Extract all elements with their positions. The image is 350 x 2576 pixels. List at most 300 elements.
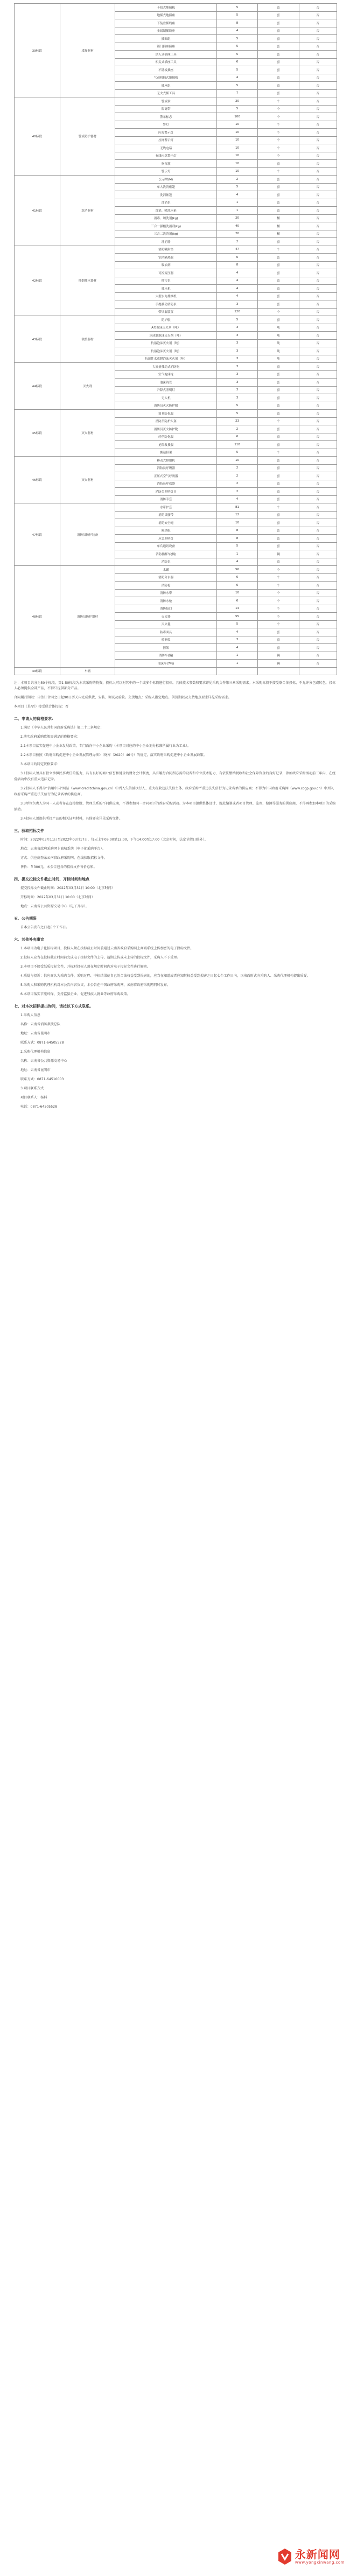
unit-cell: 套: [258, 480, 299, 488]
item-name-cell: 消防接口: [115, 605, 216, 613]
item-name-cell: 洗消器: [115, 238, 216, 246]
quantity-cell: 10: [216, 457, 257, 465]
imported-cell: 否: [299, 464, 337, 472]
site-logo: [276, 2543, 346, 2571]
quantity-cell: 40: [216, 222, 257, 230]
section-heading: 七、对本次招标提出询问，请按以下方式联系。: [14, 1004, 93, 1009]
section-paragraph: 提交投标文件截止时间：2022年03月31日 10:00（北京时间）: [20, 886, 115, 890]
imported-cell: 否: [299, 441, 337, 449]
item-name-cell: 隔离带: [115, 105, 216, 113]
quantity-cell: 6: [216, 58, 257, 66]
package-cell: 47标段: [15, 503, 60, 566]
category-cell: 灭火剂: [60, 363, 115, 410]
item-name-cell: 警示灯: [115, 167, 216, 176]
imported-cell: 否: [299, 410, 337, 418]
item-name-cell: 无火式插工具: [115, 89, 216, 97]
unit-cell: 套: [258, 370, 299, 379]
package-cell: 44标段: [15, 363, 60, 410]
unit-cell: 套: [258, 488, 299, 496]
item-name-cell: 消防水带: [115, 589, 216, 597]
quantity-cell: 5: [216, 620, 257, 628]
imported-cell: 否: [299, 582, 337, 590]
unit-cell: 桶: [258, 214, 299, 222]
section-body: [14, 725, 337, 822]
package-cell: 39标段: [15, 4, 60, 97]
item-name-cell: 泡沫钩管: [115, 379, 216, 387]
quantity-cell: 5: [216, 51, 257, 59]
unit-cell: 套: [258, 66, 299, 74]
section-paragraph: 5.采购人和采购代理机构对本公告内容负责，本公告在中国政府采购网、云南省政府采购网同时发布。: [20, 983, 171, 987]
item-name-cell: 消防员照明灯具: [115, 488, 216, 496]
item-name-cell: 警戒锥: [115, 97, 216, 106]
imported-cell: 否: [299, 660, 337, 668]
imported-cell: 否: [299, 82, 337, 90]
item-name-cell: 单兵通讯设备: [115, 542, 216, 550]
imported-cell: 否: [299, 628, 337, 636]
quantity-cell: 3: [216, 386, 257, 394]
unit-cell: 套: [258, 535, 299, 543]
unit-cell: 套: [258, 160, 299, 168]
unit-cell: 套: [258, 558, 299, 566]
quantity-cell: 6: [216, 597, 257, 605]
section-heading: 四、提交投标文件截止时间、开标时间和地点: [14, 877, 89, 881]
quantity-cell: 55: [216, 613, 257, 621]
item-name-cell: 防护服: [115, 316, 216, 324]
quantity-cell: 10: [216, 160, 257, 168]
unit-cell: 套: [258, 35, 299, 43]
imported-cell: 否: [299, 597, 337, 605]
item-name-cell: 消防员呼吸器: [115, 464, 216, 472]
imported-cell: 否: [299, 402, 337, 410]
unit-cell: 套: [258, 74, 299, 82]
quantity-cell: 8: [216, 261, 257, 269]
imported-cell: 否: [299, 566, 337, 574]
quantity-cell: 20: [216, 214, 257, 222]
quantity-cell: 5: [216, 11, 257, 19]
quantity-cell: 47: [216, 246, 257, 254]
item-name-cell: 消防手套: [115, 495, 216, 503]
imported-cell: 否: [299, 363, 337, 371]
unit-cell: 辆: [258, 652, 299, 660]
quantity-cell: 5: [216, 316, 257, 324]
section-paragraph: 2.采购代理机构信息: [20, 1050, 51, 1054]
quantity-cell: 56: [216, 566, 257, 574]
item-name-cell: 公示牌(M): [115, 176, 216, 184]
category-cell: 消防员防护器材: [60, 566, 115, 668]
category-cell: 救援器材: [60, 316, 115, 363]
quantity-cell: 2: [216, 425, 257, 433]
unit-cell: 桶: [258, 222, 299, 230]
quantity-cell: 2: [216, 238, 257, 246]
quantity-cell: 5: [216, 183, 257, 191]
quantity-cell: 3: [216, 332, 257, 340]
unit-cell: 套: [258, 394, 299, 402]
item-name-cell: 不锈板插座: [115, 66, 216, 74]
imported-cell: 否: [299, 605, 337, 613]
unit-cell: 套: [258, 495, 299, 503]
quantity-cell: 3: [216, 394, 257, 402]
unit-cell: 吨: [258, 355, 299, 363]
section-paragraph: 2.落实政府采购政策需满足的资格要求：: [20, 735, 81, 739]
item-name-cell: 拉网警示灯: [115, 136, 216, 144]
unit-cell: 套: [258, 410, 299, 418]
unit-cell: 个: [258, 597, 299, 605]
imported-cell: 否: [299, 332, 337, 340]
quantity-cell: 20: [216, 230, 257, 238]
unit-cell: 吨: [258, 347, 299, 355]
item-name-cell: 水带护套: [115, 503, 216, 512]
quantity-cell: 4: [216, 628, 257, 636]
item-name-cell: 三合二洗消剂(kg): [115, 230, 216, 238]
quantity-cell: 1: [216, 660, 257, 668]
imported-cell: 否: [299, 620, 337, 628]
unit-cell: 套: [258, 441, 299, 449]
item-name-cell: 铝箔隔热服: [115, 254, 216, 262]
imported-cell: 否: [299, 535, 337, 543]
imported-cell: 否: [299, 277, 337, 285]
imported-cell: 否: [299, 176, 337, 184]
imported-cell: 否: [299, 300, 337, 309]
unit-cell: 套: [258, 300, 299, 309]
section-paragraph: 3.1投标人须具有独立承担民事责任的能力，具有良好的商业信誉和健全的财务会计制度，具有履行合同所必需的设备和专业技术能力，有依法缴纳税收和社会保障资金的良好记录，参加政府采购活动前三年内，在经营活动中没有重大违法记录。: [14, 772, 336, 781]
imported-cell: 否: [299, 222, 337, 230]
quantity-cell: 4: [216, 644, 257, 652]
section-paragraph: 2.1本项目落实促进中小企业发展政策，专门面向中小企业采购（本项目对应的中小企业划分标准所属行业为工业）。: [20, 744, 191, 748]
quantity-cell: 5: [216, 449, 257, 457]
table-row: [15, 566, 337, 574]
section-body: [14, 925, 337, 930]
imported-cell: 否: [299, 66, 337, 74]
item-name-cell: 抗溶性水成膜泡沫灭火剂（吨）: [115, 355, 216, 363]
quantity-cell: [216, 667, 257, 675]
table-row: [15, 4, 337, 12]
section-paragraph: 时间：2022年03月11日至2022年03月17日，每天上午09:00至12:00，下午14:00至17:00（北京时间，法定节假日除外）。: [20, 838, 208, 842]
unit-cell: 个: [258, 129, 299, 137]
quantity-cell: 5: [216, 66, 257, 74]
item-name-cell: 抢险救援服: [115, 441, 216, 449]
quantity-cell: 10: [216, 167, 257, 176]
imported-cell: [299, 667, 337, 675]
item-name-cell: 搬运担架: [115, 449, 216, 457]
unit-cell: 套: [258, 11, 299, 19]
unit-cell: 套: [258, 261, 299, 269]
item-name-cell: 三合一强酸洗消剂(kg): [115, 222, 216, 230]
unit-cell: 套: [258, 89, 299, 97]
imported-cell: 否: [299, 199, 337, 207]
logo-main-text: 永新闻网: [295, 2547, 340, 2561]
unit-cell: 个: [258, 566, 299, 574]
unit-cell: 套: [258, 43, 299, 51]
unit-cell: 套: [258, 363, 299, 371]
section-paragraph: 3.3单位负责人为同一人或者存在直接控股、管理关系的不同供应商，不得参加同一合同项下的政府采购活动。为本项目提供整体设计、规范编制或者项目管理、监理、检测等服务的供应商，不得再参加本项目的采购活动。: [14, 802, 336, 811]
item-name-cell: 消防枪: [115, 582, 216, 590]
section-paragraph: 2.投标人应当在投标截止时间前完成电子投标文件的上传，逾期上传或未上传的投标文件，采购人不予受理。: [20, 956, 180, 960]
quantity-cell: 6: [216, 433, 257, 441]
quantity-cell: 120: [216, 308, 257, 316]
unit-cell: 套: [258, 285, 299, 293]
imported-cell: 否: [299, 488, 337, 496]
section-paragraph: 2.2本项目按照《政府采购促进中小企业发展管理办法》（财库〔2020〕46号）的规定，落实政府采购促进中小企业发展政策。: [20, 753, 207, 757]
unit-cell: 套: [258, 199, 299, 207]
imported-cell: 否: [299, 97, 337, 106]
category-cell: 车辆: [60, 667, 115, 675]
quantity-cell: 5: [216, 402, 257, 410]
unit-cell: 套: [258, 292, 299, 300]
item-name-cell: 消防安全绳: [115, 519, 216, 527]
quantity-cell: 3: [216, 355, 257, 363]
item-name-cell: 担架: [115, 644, 216, 652]
imported-cell: 否: [299, 254, 337, 262]
item-name-cell: 消毒、喷洗剂(kg): [115, 214, 216, 222]
imported-cell: 否: [299, 472, 337, 480]
unit-cell: 个: [258, 246, 299, 254]
imported-cell: 否: [299, 238, 337, 246]
quantity-cell: 4: [216, 495, 257, 503]
section-paragraph: 联系方式：0871-64505528: [20, 1041, 64, 1045]
quantity-cell: 4: [216, 285, 257, 293]
unit-cell: 个: [258, 113, 299, 121]
imported-cell: 否: [299, 43, 337, 51]
package-cell: 45标段: [15, 410, 60, 457]
item-name-cell: 插圈组: [115, 35, 216, 43]
category-cell: 堵漏器材: [60, 4, 115, 97]
quantity-cell: 3: [216, 339, 257, 347]
section-paragraph: 自本公告发布之日起5个工作日。: [20, 926, 69, 929]
item-name-cell: 带堵漏装置: [115, 308, 216, 316]
unit-cell: 套: [258, 628, 299, 636]
unit-cell: 个: [258, 121, 299, 129]
item-name-cell: 隔热服: [115, 527, 216, 535]
imported-cell: 否: [299, 292, 337, 300]
quantity-cell: 2: [216, 480, 257, 488]
quantity-cell: 3: [216, 636, 257, 644]
unit-cell: 个: [258, 582, 299, 590]
quantity-cell: 2: [216, 488, 257, 496]
section-paragraph: 方式：供应商登录云南省政府采购网，在线获取招标文件。: [20, 856, 107, 860]
section-paragraph: 1.本项目为电子化招标项目，投标人须在投标截止时间前通过云南省政府采购网上商城系统上传加密的电子投标文件。: [20, 947, 194, 950]
imported-cell: 否: [299, 285, 337, 293]
quantity-cell: 10: [216, 589, 257, 597]
item-name-cell: 抗溶泡沫灭火剂（吨）: [115, 339, 216, 347]
note-paragraph: 本项目（是/否）接受联合体投标：否: [14, 705, 69, 709]
quantity-cell: 10: [216, 121, 257, 129]
section-heading: 三、获取招标文件: [14, 829, 44, 833]
quantity-cell: 5: [216, 410, 257, 418]
item-name-cell: [115, 667, 216, 675]
section-body: [14, 946, 337, 997]
imported-cell: 否: [299, 652, 337, 660]
item-name-cell: 大流量移动式消防炮: [115, 363, 216, 371]
imported-cell: 否: [299, 324, 337, 332]
table-row: [15, 97, 337, 106]
unit-cell: 套: [258, 183, 299, 191]
section-heading: 二、申请人的资格要求：: [14, 717, 55, 721]
item-name-cell: 消防员呼救器: [115, 480, 216, 488]
imported-cell: 否: [299, 394, 337, 402]
unit-cell: 个: [258, 417, 299, 425]
quantity-cell: 3: [216, 347, 257, 355]
item-name-cell: 洗消帐篷: [115, 191, 216, 199]
unit-cell: 套: [258, 269, 299, 277]
unit-cell: 套: [258, 519, 299, 527]
section-paragraph: 3.本项目的特定资格要求：: [20, 762, 60, 766]
item-name-cell: 有线应急警示灯: [115, 152, 216, 160]
quantity-cell: 3: [216, 363, 257, 371]
quantity-cell: 14: [216, 605, 257, 613]
imported-cell: 否: [299, 51, 337, 59]
imported-cell: 否: [299, 261, 337, 269]
item-name-cell: 消防分水器: [115, 573, 216, 582]
quantity-cell: 81: [216, 503, 257, 512]
imported-cell: 否: [299, 417, 337, 425]
section-paragraph: 开标时间：2022年03月31日 10:00（北京时间）: [20, 895, 95, 899]
table-row: [15, 503, 337, 512]
section-paragraph: 3.4投标人须提供所投产品的相关证明材料，具体要求详见采购文件。: [20, 817, 123, 821]
unit-cell: 套: [258, 472, 299, 480]
imported-cell: 否: [299, 4, 337, 12]
unit-cell: 套: [258, 386, 299, 394]
imported-cell: 否: [299, 589, 337, 597]
section-paragraph: 名称：云南省公共资源交易中心: [20, 1059, 67, 1063]
unit-cell: 个: [258, 573, 299, 582]
item-name-cell: 无线电话: [115, 144, 216, 152]
imported-cell: 否: [299, 19, 337, 27]
imported-cell: 否: [299, 11, 337, 19]
quantity-cell: 4: [216, 277, 257, 285]
imported-cell: 否: [299, 136, 337, 144]
category-cell: 洗消器材: [60, 176, 115, 246]
item-name-cell: 升降式照明灯: [115, 386, 216, 394]
package-cell: 41标段: [15, 176, 60, 246]
unit-cell: 个: [258, 613, 299, 621]
section-paragraph: 6.本项目落实节能环保、支持监狱企业、促进残疾人就业等政府采购政策。: [20, 992, 130, 996]
procurement-items-table: [14, 3, 337, 675]
unit-cell: 套: [258, 27, 299, 35]
item-name-cell: 泡沫车(7吨): [115, 660, 216, 668]
imported-cell: 否: [299, 183, 337, 191]
item-name-cell: 排污泵: [115, 277, 216, 285]
unit-cell: 套: [258, 19, 299, 27]
unit-cell: 套: [258, 636, 299, 644]
item-name-cell: 消防指挥车(辆): [115, 550, 216, 558]
item-name-cell: 灭火毯: [115, 620, 216, 628]
imported-cell: 否: [299, 89, 337, 97]
quantity-cell: 6: [216, 582, 257, 590]
quantity-cell: 5: [216, 35, 257, 43]
item-name-cell: 手提移动消防泵: [115, 300, 216, 309]
item-name-cell: 警灯: [115, 121, 216, 129]
unit-cell: 套: [258, 457, 299, 465]
item-name-cell: 吸油剂: [115, 261, 216, 269]
section-paragraph: 地点：云南省公共资源交易中心（电子开标）。: [20, 905, 89, 908]
quantity-cell: 4: [216, 74, 257, 82]
section-paragraph: 1.满足《中华人民共和国政府采购法》第二十二条规定；: [20, 726, 104, 730]
item-name-cell: 下装盘插线座: [115, 19, 216, 27]
unit-cell: 套: [258, 402, 299, 410]
unit-cell: 个: [258, 144, 299, 152]
unit-cell: 吨: [258, 339, 299, 347]
quantity-cell: 2: [216, 176, 257, 184]
unit-cell: [258, 667, 299, 675]
unit-cell: 个: [258, 449, 299, 457]
item-name-cell: 消防吸附垫: [115, 246, 216, 254]
quantity-cell: 4: [216, 269, 257, 277]
imported-cell: 否: [299, 386, 337, 394]
unit-cell: 个: [258, 97, 299, 106]
imported-cell: 否: [299, 316, 337, 324]
unit-cell: 套: [258, 4, 299, 12]
item-name-cell: 卡扣式地插板: [115, 4, 216, 12]
table-row: [15, 410, 337, 418]
quantity-cell: 1: [216, 199, 257, 207]
unit-cell: 桶: [258, 230, 299, 238]
item-name-cell: 无人机: [115, 394, 216, 402]
category-cell: 灭火器材: [60, 410, 115, 457]
unit-cell: 个: [258, 152, 299, 160]
item-name-cell: 应急照明灯: [115, 535, 216, 543]
item-name-cell: 消防员灭火防护服: [115, 402, 216, 410]
item-name-cell: 警示标志: [115, 113, 216, 121]
table-row: [15, 457, 337, 465]
imported-cell: 否: [299, 433, 337, 441]
quantity-cell: 10: [216, 136, 257, 144]
section-paragraph: 项目联系人：杨科: [20, 1096, 47, 1100]
table-row: [15, 246, 337, 254]
quantity-cell: 4: [216, 191, 257, 199]
note-paragraph: 合同履行期限：自签订合同之日起90日历天内完成供货、安装、调试及验收。交货地点：采购人指定地点。供货期限及交货地点要求详见采购需求。: [14, 696, 232, 699]
item-name-cell: 消防水枪: [115, 597, 216, 605]
unit-cell: 套: [258, 542, 299, 550]
section-paragraph: 1.采购人信息: [20, 1013, 40, 1017]
item-name-cell: 可控变压器: [115, 269, 216, 277]
quantity-cell: 4: [216, 292, 257, 300]
imported-cell: 否: [299, 160, 337, 168]
item-name-cell: 移动式排烟机: [115, 457, 216, 465]
item-name-cell: 大型水力排烟机: [115, 292, 216, 300]
table-row: [15, 176, 337, 184]
quantity-cell: 3: [216, 300, 257, 309]
imported-cell: 否: [299, 550, 337, 558]
item-name-cell: 水成膜泡沫灭火剂（吨）: [115, 332, 216, 340]
section-body: [14, 1012, 337, 1110]
unit-cell: 辆: [258, 660, 299, 668]
category-cell: 警戒防护器材: [60, 97, 115, 176]
imported-cell: 否: [299, 519, 337, 527]
item-name-cell: 地插式地插座: [115, 11, 216, 19]
package-cell: 43标段: [15, 316, 60, 363]
quantity-cell: 6: [216, 254, 257, 262]
imported-cell: 否: [299, 339, 337, 347]
imported-cell: 否: [299, 511, 337, 519]
quantity-cell: 7: [216, 89, 257, 97]
imported-cell: 否: [299, 230, 337, 238]
quantity-cell: 5: [216, 43, 257, 51]
unit-cell: 个: [258, 620, 299, 628]
unit-cell: 个: [258, 589, 299, 597]
document-page: [0, 0, 350, 1135]
item-name-cell: 指挥旗: [115, 160, 216, 168]
section-paragraph: 名称：云南省消防救援总队: [20, 1023, 61, 1026]
quantity-cell: 10: [216, 519, 257, 527]
quantity-cell: 2: [216, 464, 257, 472]
imported-cell: 否: [299, 207, 337, 215]
section-heading: 六、其他补充事宜: [14, 937, 44, 942]
item-name-cell: 轻型防化服: [115, 433, 216, 441]
imported-cell: 否: [299, 27, 337, 35]
quantity-cell: 23: [216, 417, 257, 425]
imported-cell: 否: [299, 573, 337, 582]
imported-cell: 否: [299, 644, 337, 652]
